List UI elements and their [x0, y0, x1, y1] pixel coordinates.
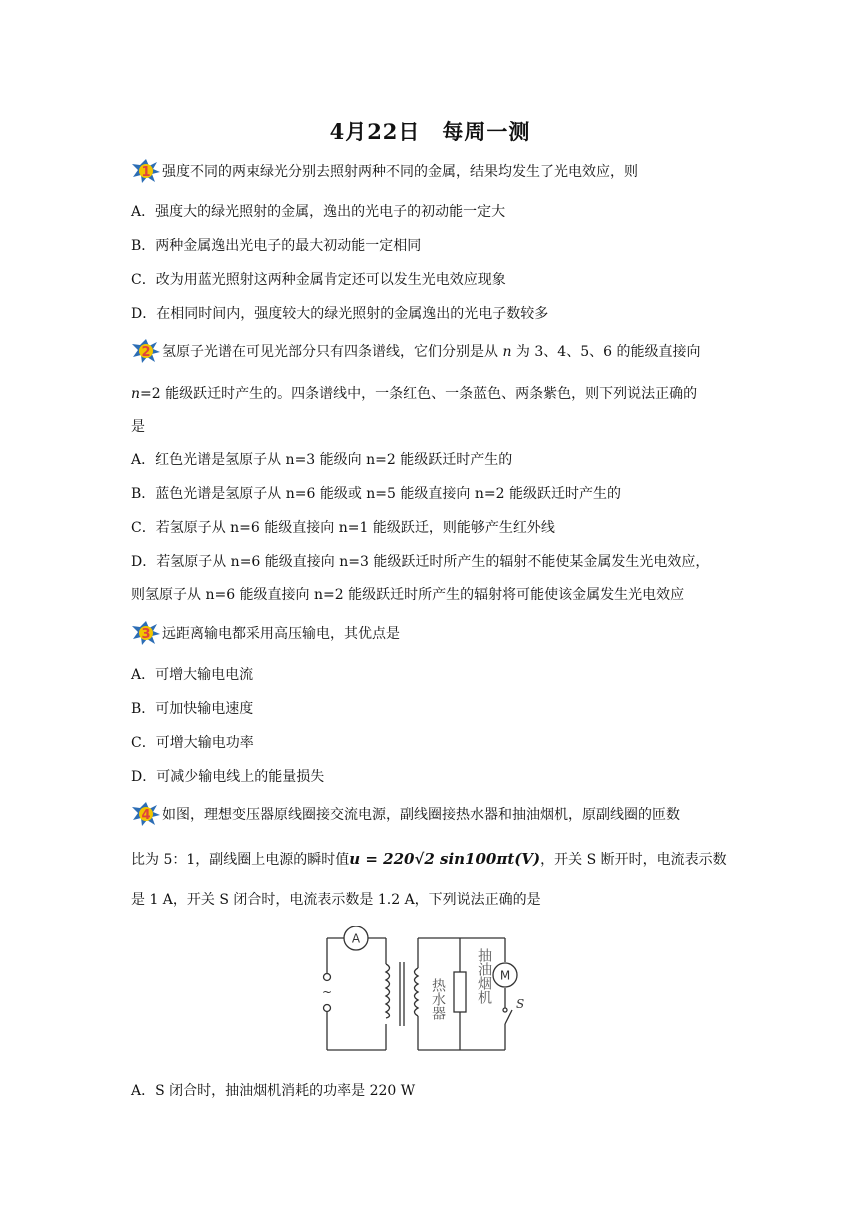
svg-text:4: 4 [141, 808, 151, 823]
svg-text:3: 3 [141, 627, 151, 642]
switch-label: S [516, 997, 525, 1011]
question-4-stem-line-2: 比为 5：1，副线圈上电源的瞬时值u = 220√2 sin100πt(V)，开关 S 断开时，电流表示数 [131, 850, 727, 868]
range-hood-label: 抽油烟机 [476, 948, 492, 1004]
question-number-badge-4 [131, 801, 161, 827]
question-4-stem-line-3: 是 1 A，开关 S 闭合时，电流表示数是 1.2 A，下列说法正确的是 [131, 892, 541, 908]
question-2-stem-line-2: n=2 能级跃迁时产生的。四条谱线中，一条红色、一条蓝色、两条紫色，则下列说法正确的 [131, 386, 698, 402]
question-1-stem: 强度不同的两束绿光分别去照射两种不同的金属，结果均发生了光电效应，则 [162, 164, 638, 180]
question-4-option-a: A．S 闭合时，抽油烟机消耗的功率是 220 W [131, 1083, 416, 1099]
question-3-option-a: A．可增大输电电流 [131, 667, 254, 683]
ammeter-label: A [351, 931, 361, 946]
motor-label: M [499, 968, 511, 983]
question-2-option-a: A．红色光谱是氢原子从 n=3 能级向 n=2 能级跃迁时产生的 [131, 452, 513, 468]
heater-label: 热水器 [430, 978, 446, 1020]
question-3-option-d: D．可减少输电线上的能量损失 [131, 769, 325, 785]
question-1-option-a: A．强度大的绿光照射的金属，逸出的光电子的初动能一定大 [131, 204, 506, 220]
voltage-formula: u = 220√2 sin100πt(V) [349, 850, 541, 868]
svg-text:1: 1 [141, 165, 151, 180]
question-2-stem-line-3: 是 [131, 419, 145, 435]
question-4-stem-line-1: 如图，理想变压器原线圈接交流电源，副线圈接热水器和抽油烟机，原副线圈的匝数 [162, 807, 680, 823]
question-2-stem-line-1: 氢原子光谱在可见光部分只有四条谱线，它们分别是从 n 为 3、4、5、6 的能级直接向 [162, 344, 701, 360]
question-2-option-d-line-2: 则氢原子从 n=6 能级直接向 n=2 能级跃迁时所产生的辐射将可能使该金属发生光电效应 [131, 587, 685, 603]
question-number-badge-2 [131, 338, 161, 364]
svg-text:2: 2 [141, 345, 151, 360]
question-3-stem: 远距离输电都采用高压输电，其优点是 [162, 626, 400, 642]
question-2-option-c: C．若氢原子从 n=6 能级直接向 n=1 能级跃迁，则能够产生红外线 [131, 520, 555, 536]
question-number-badge-1 [131, 158, 161, 184]
question-number-badge-3 [131, 620, 161, 646]
ac-source-symbol: ~ [322, 985, 333, 999]
question-1-option-d: D．在相同时间内，强度较大的绿光照射的金属逸出的光电子数较多 [131, 306, 549, 322]
question-3-option-c: C．可增大输电功率 [131, 735, 254, 751]
transformer-circuit-diagram [320, 926, 530, 1056]
question-1-option-c: C．改为用蓝光照射这两种金属肯定还可以发生光电效应现象 [131, 272, 506, 288]
question-1-option-b: B．两种金属逸出光电子的最大初动能一定相同 [131, 238, 422, 254]
question-2-option-d-line-1: D．若氢原子从 n=6 能级直接向 n=3 能级跃迁时所产生的辐射不能使某金属发生光电效应， [131, 554, 710, 570]
page-title: 4月22日 每周一测 [329, 119, 531, 144]
question-3-option-b: B．可加快输电速度 [131, 701, 254, 717]
question-2-option-b: B．蓝色光谱是氢原子从 n=6 能级或 n=5 能级直接向 n=2 能级跃迁时产生的 [131, 486, 621, 502]
